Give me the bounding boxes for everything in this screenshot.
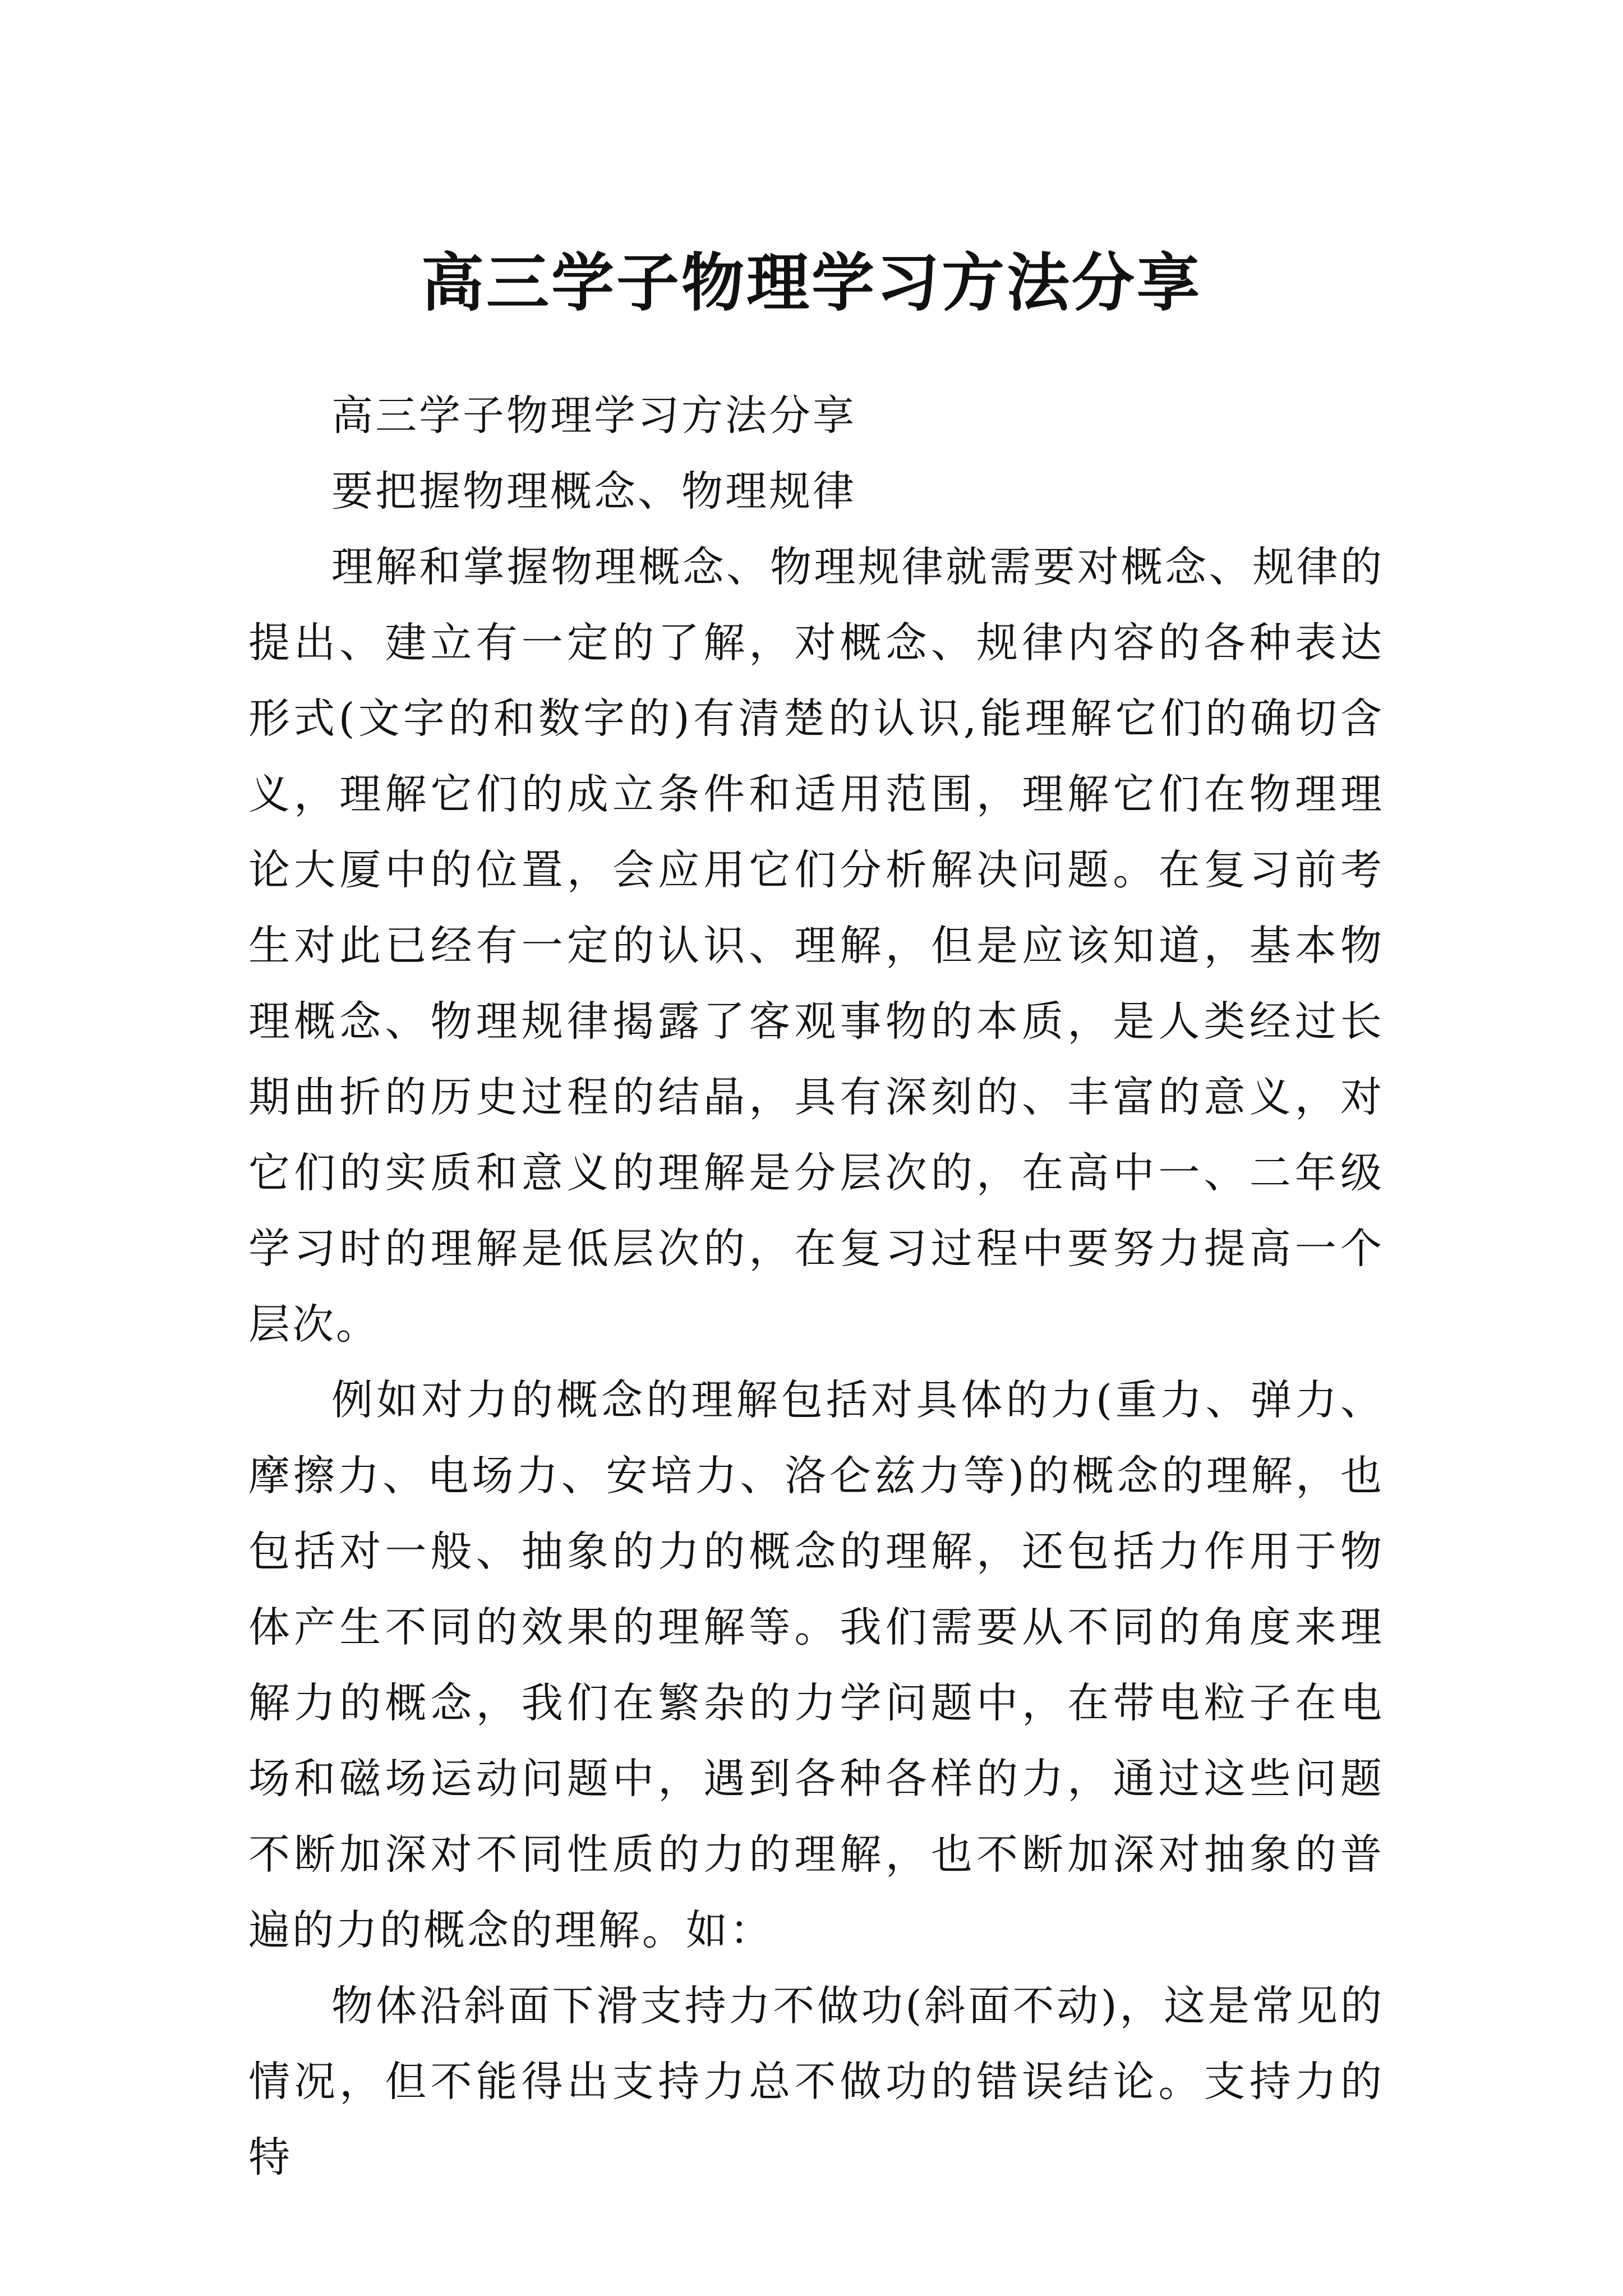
body-paragraph: 例如对力的概念的理解包括对具体的力(重力、弹力、摩擦力、电场力、安培力、洛仑兹力等)的概念的理解，也包括对一般、抽象的力的概念的理解，还包括力作用于物体产生不同的效果的理解等。我们需要从不同的角度来理解力的概念，我们在繁杂的力学问题中，在带电粒子在电场和磁场运动问题中，遇到各种各样的力，通过这些问题不断加深对不同性质的力的理解，也不断加深对抽象的普遍的力的概念的理解。如： (248, 1376, 1384, 1954)
body-paragraph: 物体沿斜面下滑支持力不做功(斜面不动)，这是常见的情况，但不能得出支持力总不做功的错误结论。支持力的特 (248, 1982, 1384, 2182)
section-heading: 要把握物理概念、物理规律 (331, 467, 856, 516)
document-body (248, 378, 1384, 2196)
document-title: 高三学子物理学习方法分享 (421, 246, 1202, 320)
body-paragraph: 理解和掌握物理概念、物理规律就需要对概念、规律的提出、建立有一定的了解，对概念、规律内容的各种表达形式(文字的和数字的)有清楚的认识,能理解它们的确切含义，理解它们的成立条件和适用范围，理解它们在物理理论大厦中的位置，会应用它们分析解决问题。在复习前考生对此已经有一定的认识、理解，但是应该知道，基本物理概念、物理规律揭露了客观事物的本质，是人类经过长期曲折的历史过程的结晶，具有深刻的、丰富的意义，对它们的实质和意义的理解是分层次的，在高中一、二年级学习时的理解是低层次的，在复习过程中要努力提高一个层次。 (248, 543, 1384, 1349)
subtitle-paragraph: 高三学子物理学习方法分享 (331, 392, 856, 440)
